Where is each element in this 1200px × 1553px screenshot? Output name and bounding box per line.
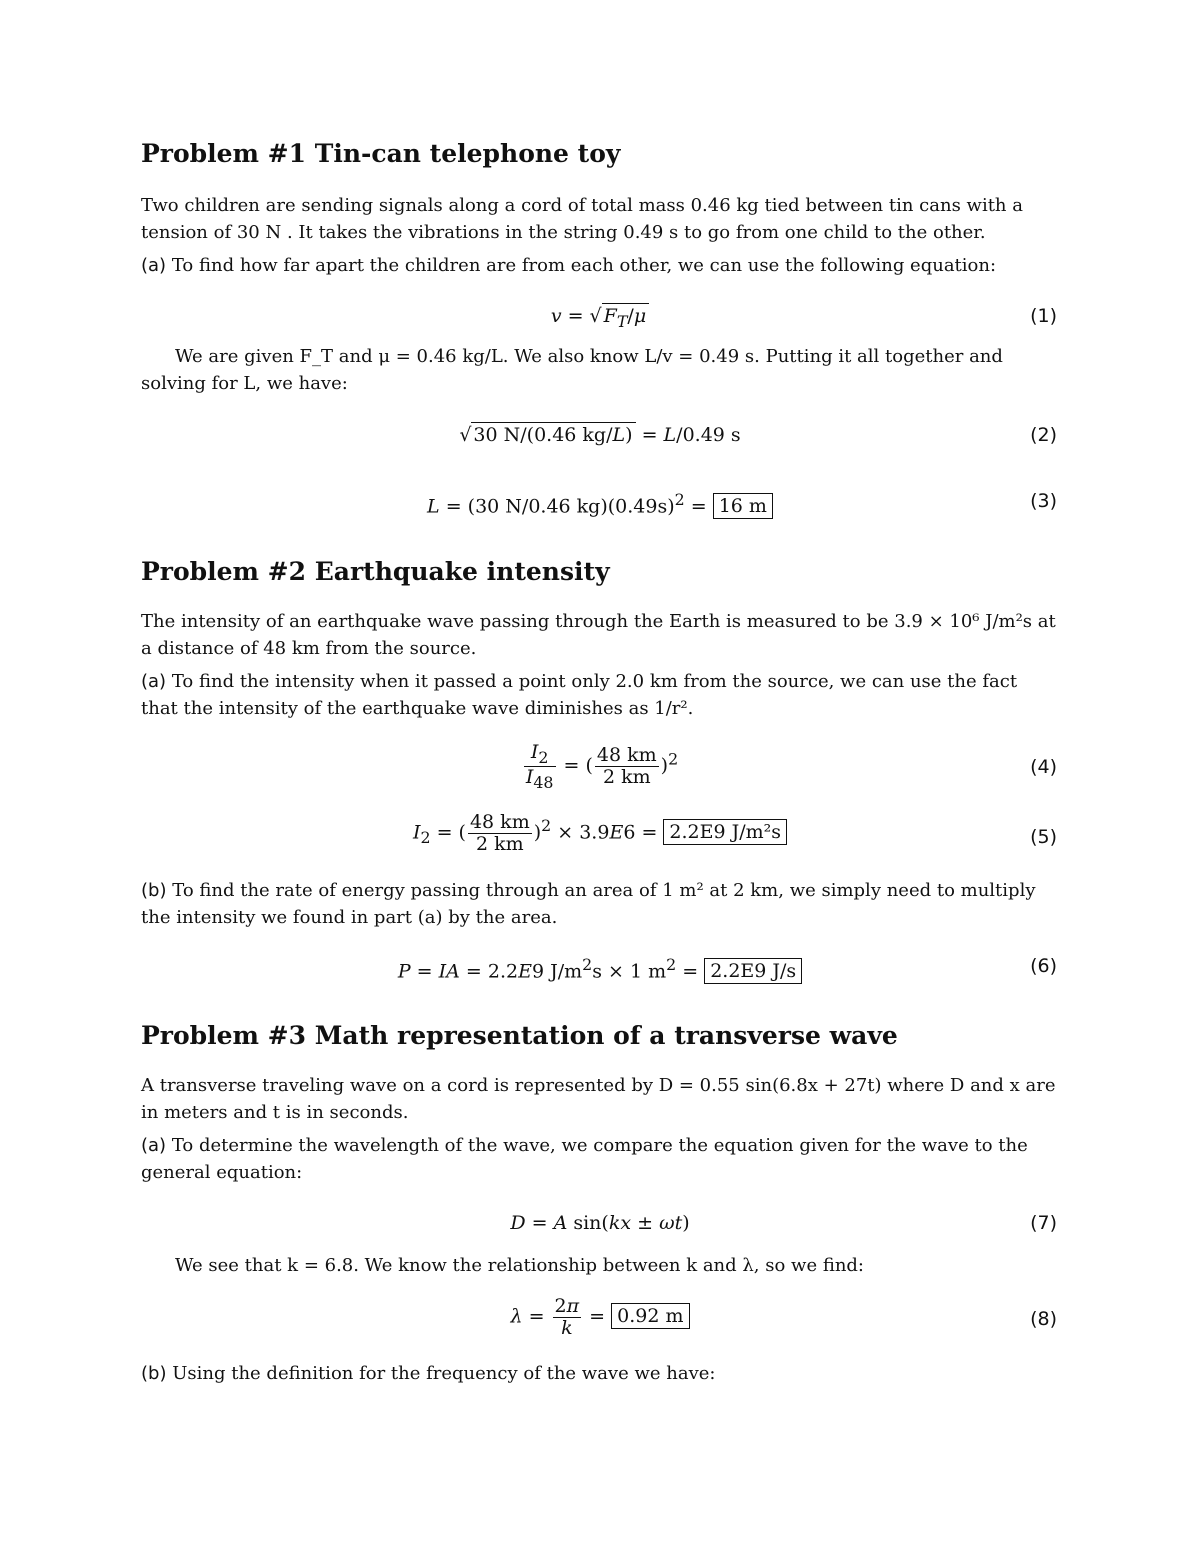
equation-4: $\frac{I_2}{I_{48}}$ = ( $\frac{48 km}{2 km}$ )$^2$ (4) <box>525 741 1057 792</box>
equation-7: D = A sin(kx ± ωt) (7) <box>510 1212 1057 1234</box>
equation-number: (2) <box>1030 424 1057 446</box>
answer-box: 16 m <box>713 493 773 519</box>
problem1-part-a-text: To find how far apart the children are from each other, we can use the following equation: <box>171 255 997 276</box>
equation-number: (8) <box>1030 1308 1057 1330</box>
problem2-part-b <box>141 877 1059 931</box>
answer-box: 2.2E9 J/s <box>704 958 802 984</box>
problem2-part-b-text: To find the rate of energy passing through an area of 1 m² at 2 km, we simply need to multiply the intensity we found in part (a) by the area. <box>141 880 1036 928</box>
equation-number: (6) <box>1030 955 1057 977</box>
part-a-label: (a) <box>141 1135 167 1156</box>
problem2-part-a-text: To find the intensity when it passed a point only 2.0 km from the source, we can use the fact that the intensity of the earthquake wave diminishes as 1/r². <box>141 671 1018 719</box>
problem1-heading: Problem #1 Tin-can telephone toy <box>141 139 621 168</box>
problem3-part-a-text: To determine the wavelength of the wave, we compare the equation given for the wave to the general equation: <box>141 1135 1028 1183</box>
problem3-part-a <box>141 1132 1059 1186</box>
equation-number: (1) <box>1030 305 1057 327</box>
problem3-part-b <box>141 1360 1059 1387</box>
equation-number: (4) <box>1030 756 1057 778</box>
problem3-part-b-text: Using the definition for the frequency of the wave we have: <box>172 1363 716 1384</box>
part-b-label: (b) <box>141 1363 167 1384</box>
problem1-part-a <box>141 252 1059 279</box>
equation-6: P = IA = 2.2E9 $J/m^2s \times 1$ $m^2 = 2.2E9$ J/s (6) <box>397 955 1057 983</box>
problem1-intro: Two children are sending signals along a cord of total mass 0.46 kg tied between tin cans with a tension of 30 N . It takes the vibrations in the string 0.49 s to go from one child to the other. <box>141 195 1023 243</box>
equation-2: √ 30 N/(0.46 kg/L) = L/0.49 s (2) <box>459 424 1057 446</box>
part-b-label: (b) <box>141 880 167 901</box>
equation-number: (5) <box>1030 826 1057 848</box>
equation-3: L = (30 N/0.46 $kg)(0.49s)^2 = 16$ m (3) <box>427 490 1057 518</box>
answer-box: 0.92 m <box>611 1303 689 1329</box>
problem3-intro: A transverse traveling wave on a cord is represented by D = 0.55 sin(6.8x + 27t) where D and x are in meters and t is in seconds. <box>141 1075 1056 1123</box>
problem3-see: We see that k = 6.8. We know the relationship between k and λ, so we find: <box>175 1255 865 1276</box>
problem1-given: We are given F_T and μ = 0.46 kg/L. We also know L/v = 0.49 s. Putting it all together and solving for L, we have: <box>141 346 1003 394</box>
equation-number: (7) <box>1030 1212 1057 1234</box>
equation-number: (3) <box>1030 490 1057 512</box>
problem2-intro: The intensity of an earthquake wave passing through the Earth is measured to be 3.9 × 10⁶ J/m²s at a distance of 48 km from the source. <box>141 611 1056 659</box>
answer-box: 2.2E9 J/m²s <box>663 819 787 845</box>
equation-1: v = √ $F_T/\mu$ (1) <box>550 305 1057 331</box>
part-a-label: (a) <box>141 255 167 276</box>
problem2-part-a <box>141 668 1059 722</box>
part-a-label: (a) <box>141 671 167 692</box>
problem3-heading: Problem #3 Math representation of a transverse wave <box>141 1021 898 1050</box>
equation-8: λ = $\frac{2\pi}{k}$ = 0.92 m (8) <box>510 1295 1057 1339</box>
equation-5: $I_2$ = ( $\frac{48 km}{2 km}$ )$^2$ × 3.9E6 = 2.2E9 J/m²s (5) <box>412 811 1057 855</box>
problem2-heading: Problem #2 Earthquake intensity <box>141 557 610 586</box>
